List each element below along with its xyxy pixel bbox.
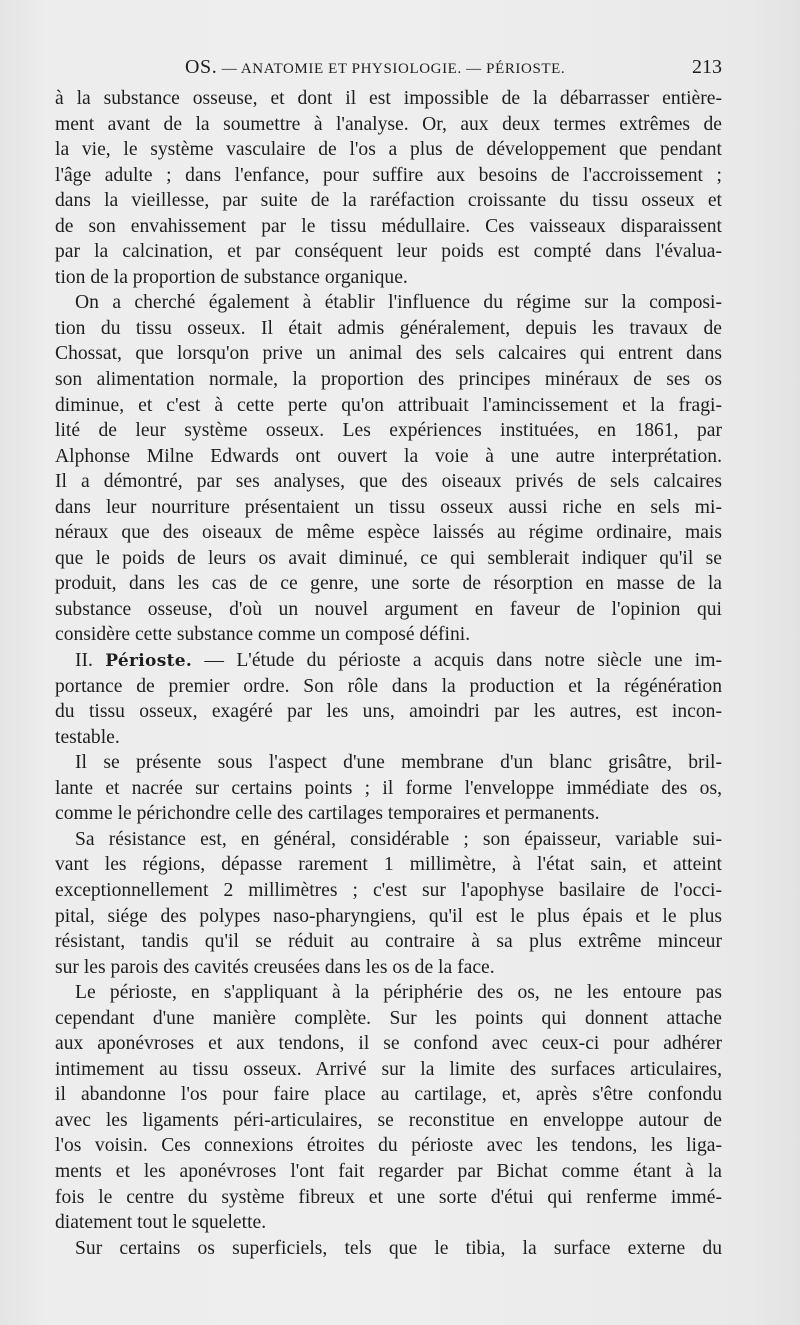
text-line: que le poids de leurs os avait diminué, ce qui semblerait indiquer qu'il se	[55, 547, 722, 569]
text-line: On a cherché également à établir l'influence du régime sur la composi-	[75, 292, 722, 314]
running-title-dash: —	[221, 61, 238, 77]
text-line: aux aponévroses et aux tendons, il se confond avec ceux-ci pour adhérer	[55, 1033, 722, 1055]
text-line: ment avant de la soumettre à l'analyse. Or, aux deux termes extrêmes de	[55, 113, 722, 135]
text-line: exceptionnellement 2 millimètres ; c'est sur l'apophyse basilaire de l'occi-	[55, 879, 722, 901]
text-line: du tissu osseux, exagéré par les uns, amoindri par les autres, est incon-	[55, 701, 722, 723]
text-line: produit, dans les cas de ce genre, une sorte de résorption en masse de la	[55, 573, 722, 595]
section-heading-line	[55, 648, 722, 674]
section-heading: Périoste.	[105, 651, 193, 672]
text-line: portance de premier ordre. Son rôle dans la production et la régénération	[55, 675, 722, 697]
text-line: l'os voisin. Ces connexions étroites du périoste avec les tendons, les liga-	[55, 1135, 722, 1157]
text-line: de son envahissement par le tissu médullaire. Ces vaisseaux disparaissent	[55, 215, 722, 237]
text-line: fois le centre du système fibreux et une sorte d'étui qui renferme immé-	[55, 1186, 722, 1208]
section-text: — L'étude du périoste a acquis dans notre siècle une im-	[204, 650, 722, 672]
text-line: son alimentation normale, la proportion des principes minéraux de ses os	[55, 369, 722, 391]
text-line: néraux que des oiseaux de même espèce laissés au régime ordinaire, mais	[55, 522, 722, 544]
text-line: diminue, et c'est à cette perte qu'on attribuait l'amincissement et la fragi-	[55, 394, 722, 416]
text-line: diatement tout le squelette.	[55, 1212, 267, 1234]
text-line: substance osseuse, d'où un nouvel argument en faveur de l'opinion qui	[55, 598, 722, 620]
text-line: Il se présente sous l'aspect d'une membrane d'un blanc grisâtre, bril-	[75, 752, 722, 774]
text-line: pital, siége des polypes naso-pharyngiens, qu'il est le plus épais et le plus	[55, 905, 722, 927]
running-title-os: OS.	[185, 56, 218, 78]
text-line: Alphonse Milne Edwards ont ouvert la voie à une autre interprétation.	[55, 445, 722, 467]
text-line: à la substance osseuse, et dont il est impossible de la débarrasser entière-	[55, 88, 722, 109]
text-line: l'âge adulte ; dans l'enfance, pour suffire aux besoins de l'accroissement ;	[55, 164, 722, 186]
text-line: Sa résistance est, en général, considérable ; son épaisseur, variable sui-	[75, 828, 722, 850]
text-line: dans leur nourriture présentaient un tissu osseux aussi riche en sels mi-	[55, 496, 722, 518]
text-line: par la calcination, et par conséquent leur poids est compté dans l'évalua-	[55, 241, 722, 263]
text-line: tion du tissu osseux. Il était admis généralement, depuis les travaux de	[55, 317, 722, 339]
text-line: sur les parois des cavités creusées dans les os de la face.	[55, 956, 495, 978]
page-number: 213	[692, 56, 722, 78]
text-line: vant les régions, dépasse rarement 1 millimètre, à l'état sain, et atteint	[55, 854, 722, 876]
running-title-dash: —	[466, 61, 482, 77]
text-line: avec les ligaments péri-articulaires, se reconstitue en enveloppe autour de	[55, 1109, 722, 1131]
text-line: dans la vieillesse, par suite de la raréfaction croissante du tissu osseux et	[55, 190, 722, 212]
text-line: Il a démontré, par ses analyses, que des oiseaux privés de sels calcaires	[55, 471, 722, 493]
body-text	[55, 86, 722, 1261]
text-line: ments et les aponévroses l'ont fait regarder par Bichat comme étant à la	[55, 1160, 722, 1182]
running-title-main: ANATOMIE ET PHYSIOLOGIE.	[240, 61, 462, 77]
text-line: Sur certains os superficiels, tels que le tibia, la surface externe du	[75, 1237, 722, 1259]
text-line: testable.	[55, 726, 120, 748]
text-line: considère cette substance comme un composé défini.	[55, 624, 471, 646]
running-title-section: PÉRIOSTE.	[486, 61, 566, 77]
text-line: tion de la proportion de substance organique.	[55, 266, 408, 288]
text-line: il abandonne l'os pour faire place au cartilage, et, après s'être confondu	[55, 1084, 722, 1106]
running-head	[55, 56, 722, 84]
text-line: lité de leur système osseux. Les expériences instituées, en 1861, par	[55, 420, 722, 442]
text-line: comme le périchondre celle des cartilages temporaires et permanents.	[55, 803, 600, 825]
text-line: résistant, tandis qu'il se réduit au contraire à sa plus extrême minceur	[55, 931, 722, 953]
text-line: lante et nacrée sur certains points ; il forme l'enveloppe immédiate des os,	[55, 777, 722, 799]
text-line: intimement au tissu osseux. Arrivé sur la limite des surfaces articulaires,	[55, 1058, 722, 1080]
text-line: cependant d'une manière complète. Sur les points qui donnent attache	[55, 1007, 722, 1029]
text-line: Le périoste, en s'appliquant à la périphérie des os, ne les entoure pas	[75, 982, 722, 1004]
section-number: II.	[75, 650, 93, 672]
text-line: la vie, le système vasculaire de l'os a plus de développement que pendant	[55, 139, 722, 161]
running-title	[185, 56, 565, 79]
text-line: Chossat, que lorsqu'on prive un animal des sels calcaires qui entrent dans	[55, 343, 722, 365]
